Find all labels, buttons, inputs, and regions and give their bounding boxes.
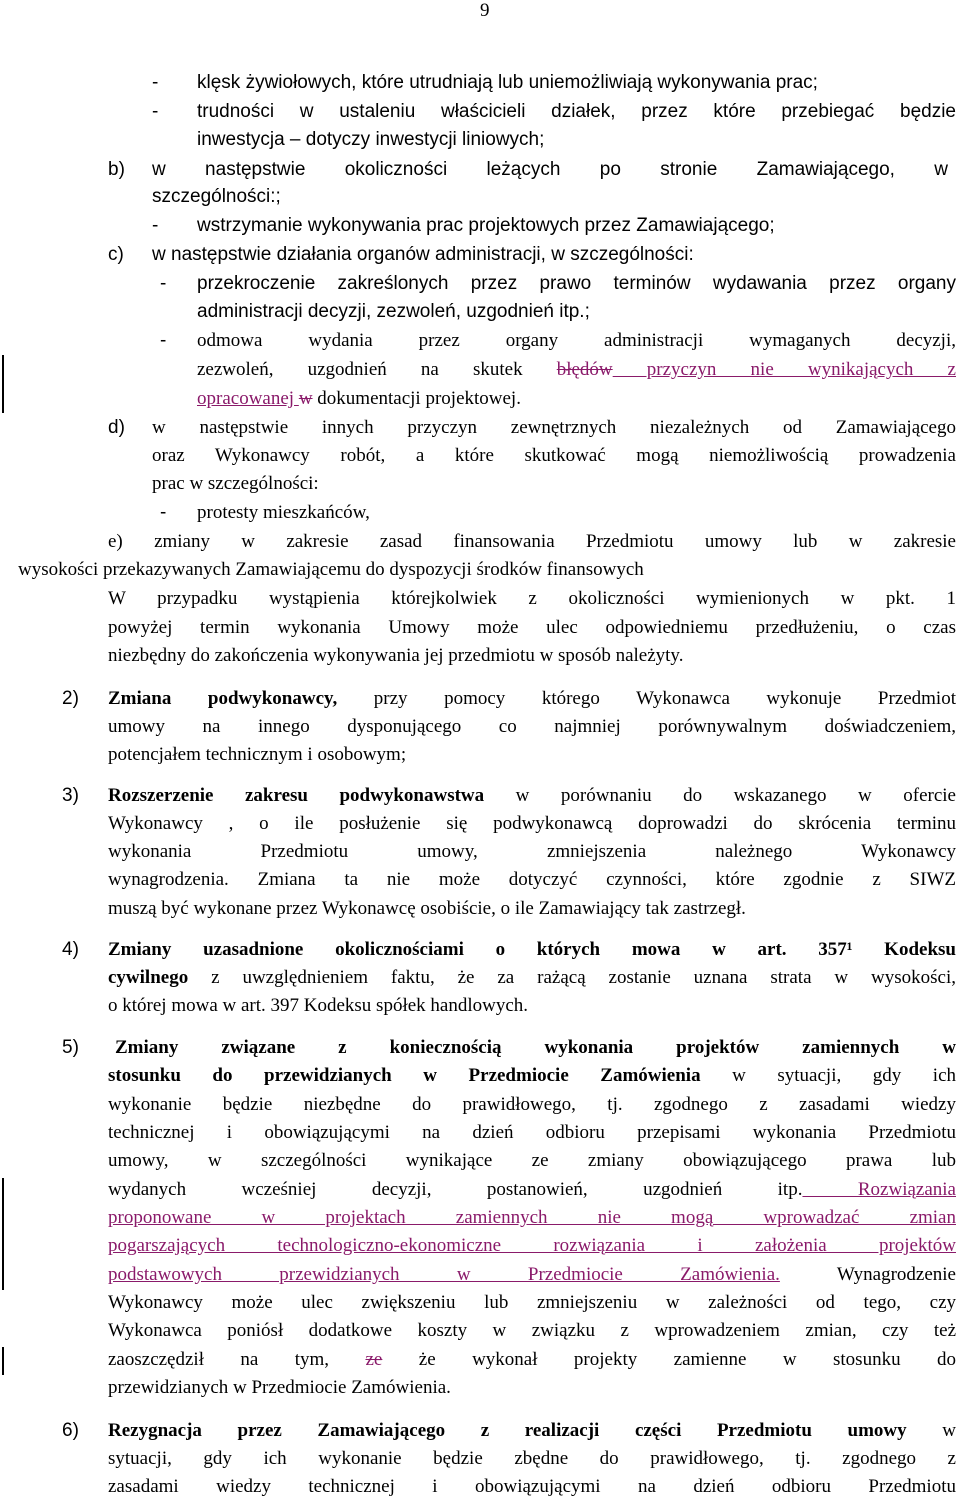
paragraph: powyżej termin wykonania Umowy może ulec odpowiedniemu przedłużeniu, o czas: [108, 617, 956, 638]
point-number-5: 5): [62, 1037, 79, 1058]
point-6-text: [108, 1418, 956, 1444]
point-3-text-cont: Wykonawcy , o ile posłużenie się podwykonawcą doprowadzi do skrócenia terminu: [108, 813, 956, 834]
inserted-text: pogarszających technologiczno-ekonomiczne rozwiązania i założenia projektów: [108, 1235, 956, 1256]
list-dash: -: [152, 72, 159, 93]
deleted-text: ze: [365, 1349, 383, 1370]
point-5-text-cont: [108, 1063, 956, 1089]
list-dash: -: [152, 215, 159, 236]
point-6-text-cont: sytuacji, gdy ich wykonanie będzie zbędne do prawidłowego, tj. zgodnego z: [108, 1448, 956, 1469]
point-heading: Rezygnacja przez Zamawiającego z realizacji części Przedmiotu umowy: [108, 1420, 907, 1441]
list-dash: -: [160, 330, 167, 351]
point-3-text: [108, 783, 956, 809]
inserted-text: przyczyn nie wynikających z: [612, 359, 956, 380]
list-item-revision: [197, 357, 956, 383]
text-run: zezwoleń, uzgodnień na skutek: [197, 359, 557, 380]
text-run: Wynagrodzenie: [779, 1264, 956, 1285]
point-5-text-cont: Wykonawca poniósł dodatkowe koszty w związku z wprowadzeniem zmian, czy też: [108, 1320, 956, 1341]
text-run: w porównaniu do wskazanego w ofercie: [484, 785, 956, 806]
item-label-b: b): [108, 159, 125, 180]
list-dash: -: [160, 273, 167, 294]
change-bar: [2, 355, 4, 413]
list-item: protesty mieszkańców,: [197, 502, 370, 523]
point-number-4: 4): [62, 939, 79, 960]
item-label-d: d): [108, 417, 125, 438]
point-heading: Zmiany uzasadnione okolicznościami o których mowa w art. 357¹ Kodeksu: [108, 939, 956, 960]
list-dash: -: [160, 502, 167, 523]
point-4-text: [108, 937, 956, 963]
item-b-text-cont: szczególności:;: [152, 186, 281, 207]
text-run: w: [906, 1420, 956, 1441]
text-run: przy pomocy którego Wykonawca wykonuje Przedmiot: [337, 688, 956, 709]
point-5-text-cont: umowy, w szczególności wynikające ze zmiany obowiązującego prawa lub: [108, 1150, 956, 1171]
text-run: zaoszczędził na tym,: [108, 1349, 366, 1370]
item-d-text: w następstwie innych przyczyn zewnętrznych niezależnych od Zamawiającego: [152, 417, 956, 438]
point-heading: stosunku do przewidzianych w Przedmiocie Zamówienia: [108, 1065, 701, 1086]
point-heading: Zmiany związane z koniecznością wykonania projektów zamiennych w: [115, 1037, 956, 1058]
list-item: wstrzymanie wykonywania prac projektowych przez Zamawiającego;: [197, 215, 775, 236]
text-run: w sytuacji, gdy ich: [700, 1065, 957, 1086]
text-run: z uwzględnieniem faktu, że za rażącą zostanie uznana strata w wysokości,: [188, 967, 956, 988]
inserted-text: opracowanej: [197, 388, 299, 409]
point-2-text: [108, 686, 956, 712]
text-run: że wykonał projekty zamienne w stosunku do: [382, 1349, 956, 1370]
text-run: dokumentacji projektowej.: [312, 388, 521, 409]
list-item: odmowa wydania przez organy administracji wymaganych decyzji,: [197, 330, 956, 351]
change-bar: [2, 1178, 4, 1290]
point-2-text-cont: umowy na innego dysponującego co najmniej porównywalnym doświadczeniem,: [108, 716, 956, 737]
point-heading: cywilnego: [108, 967, 189, 988]
point-3-text-cont: wynagrodzenia. Zmiana ta nie może dotyczyć czynności, które zgodnie z SIWZ: [108, 869, 956, 890]
list-item: przekroczenie zakreślonych przez prawo terminów wydawania przez organy: [197, 273, 956, 294]
point-5-text-revision: [108, 1262, 956, 1288]
point-3-text-cont: wykonania Przedmiotu umowy, zmniejszenia należnego Wykonawcy: [108, 841, 956, 862]
paragraph: W przypadku wystąpienia którejkolwiek z okoliczności wymienionych w pkt. 1: [108, 588, 956, 609]
point-number-2: 2): [62, 688, 79, 709]
point-number-3: 3): [62, 785, 79, 806]
deleted-text: błędów: [556, 359, 613, 380]
text-run: wydanych wcześniej decyzji, postanowień, uzgodnień itp.: [108, 1179, 803, 1200]
point-heading: Rozszerzenie zakresu podwykonawstwa: [108, 785, 485, 806]
point-2-text-cont: potencjałem technicznym i osobowym;: [108, 744, 407, 765]
point-5-text-cont: Wykonawcy może ulec zwiększeniu lub zmniejszeniu w zależności od tego, czy: [108, 1292, 956, 1313]
point-6-text-cont: zasadami wiedzy technicznej i obowiązującymi na dzień odbioru Przedmiotu: [108, 1476, 956, 1497]
point-5-text-cont: wykonanie będzie niezbędne do prawidłowego, tj. zgodnego z zasadami wiedzy: [108, 1094, 956, 1115]
item-b-text: w następstwie okoliczności leżących po stronie Zamawiającego, w: [152, 159, 948, 180]
point-5-text-cont: technicznej i obowiązującymi na dzień odbioru przepisami wykonania Przedmiotu: [108, 1122, 956, 1143]
item-d-text-cont: prac w szczególności:: [152, 473, 319, 494]
point-5-text: [115, 1035, 956, 1061]
list-item-revision-cont: [197, 386, 521, 412]
point-5-text-cont: przewidzianych w Przedmiocie Zamówienia.: [108, 1377, 451, 1398]
list-item: trudności w ustaleniu właścicieli działek, przez które przebiegać będzie: [197, 101, 956, 122]
inserted-text: Rozwiązania: [802, 1179, 956, 1200]
item-e-text: e) zmiany w zakresie zasad finansowania Przedmiotu umowy lub w zakresie: [108, 531, 956, 552]
list-item-cont: administracji decyzji, zezwoleń, uzgodnień itp.;: [197, 301, 590, 322]
item-e-text-cont: wysokości przekazywanych Zamawiającemu do dyspozycji środków finansowych: [18, 559, 644, 580]
change-bar: [2, 1347, 4, 1375]
point-4-text-cont: o której mowa w art. 397 Kodeksu spółek handlowych.: [108, 995, 529, 1016]
list-item: klęsk żywiołowych, które utrudniają lub uniemożliwiają wykonywania prac;: [197, 72, 818, 93]
deleted-text: w: [298, 388, 313, 409]
point-5-text-revision: [108, 1347, 956, 1373]
paragraph: niezbędny do zakończenia wykonywania jej przedmiotu w sposób należyty.: [108, 645, 684, 666]
page-number: 9: [480, 0, 490, 21]
inserted-text: podstawowych przewidzianych w Przedmiocie Zamówienia.: [108, 1264, 780, 1285]
item-c-text: w następstwie działania organów administracji, w szczególności:: [152, 244, 694, 265]
point-5-text-revision: [108, 1177, 956, 1203]
point-4-text-cont: [108, 965, 956, 991]
item-d-text-cont: oraz Wykonawcy robót, a które skutkować mogą niemożliwością prowadzenia: [152, 445, 956, 466]
point-3-text-cont: muszą być wykonane przez Wykonawcę osobiście, o ile Zamawiający tak zastrzegł.: [108, 898, 746, 919]
list-dash: -: [152, 101, 159, 122]
list-item-cont: inwestycja – dotyczy inwestycji liniowych;: [197, 129, 545, 150]
point-heading: Zmiana podwykonawcy,: [108, 688, 338, 709]
inserted-text: proponowane w projektach zamiennych nie mogą wprowadzać zmian: [108, 1207, 956, 1228]
point-number-6: 6): [62, 1420, 79, 1441]
item-label-c: c): [108, 244, 124, 265]
